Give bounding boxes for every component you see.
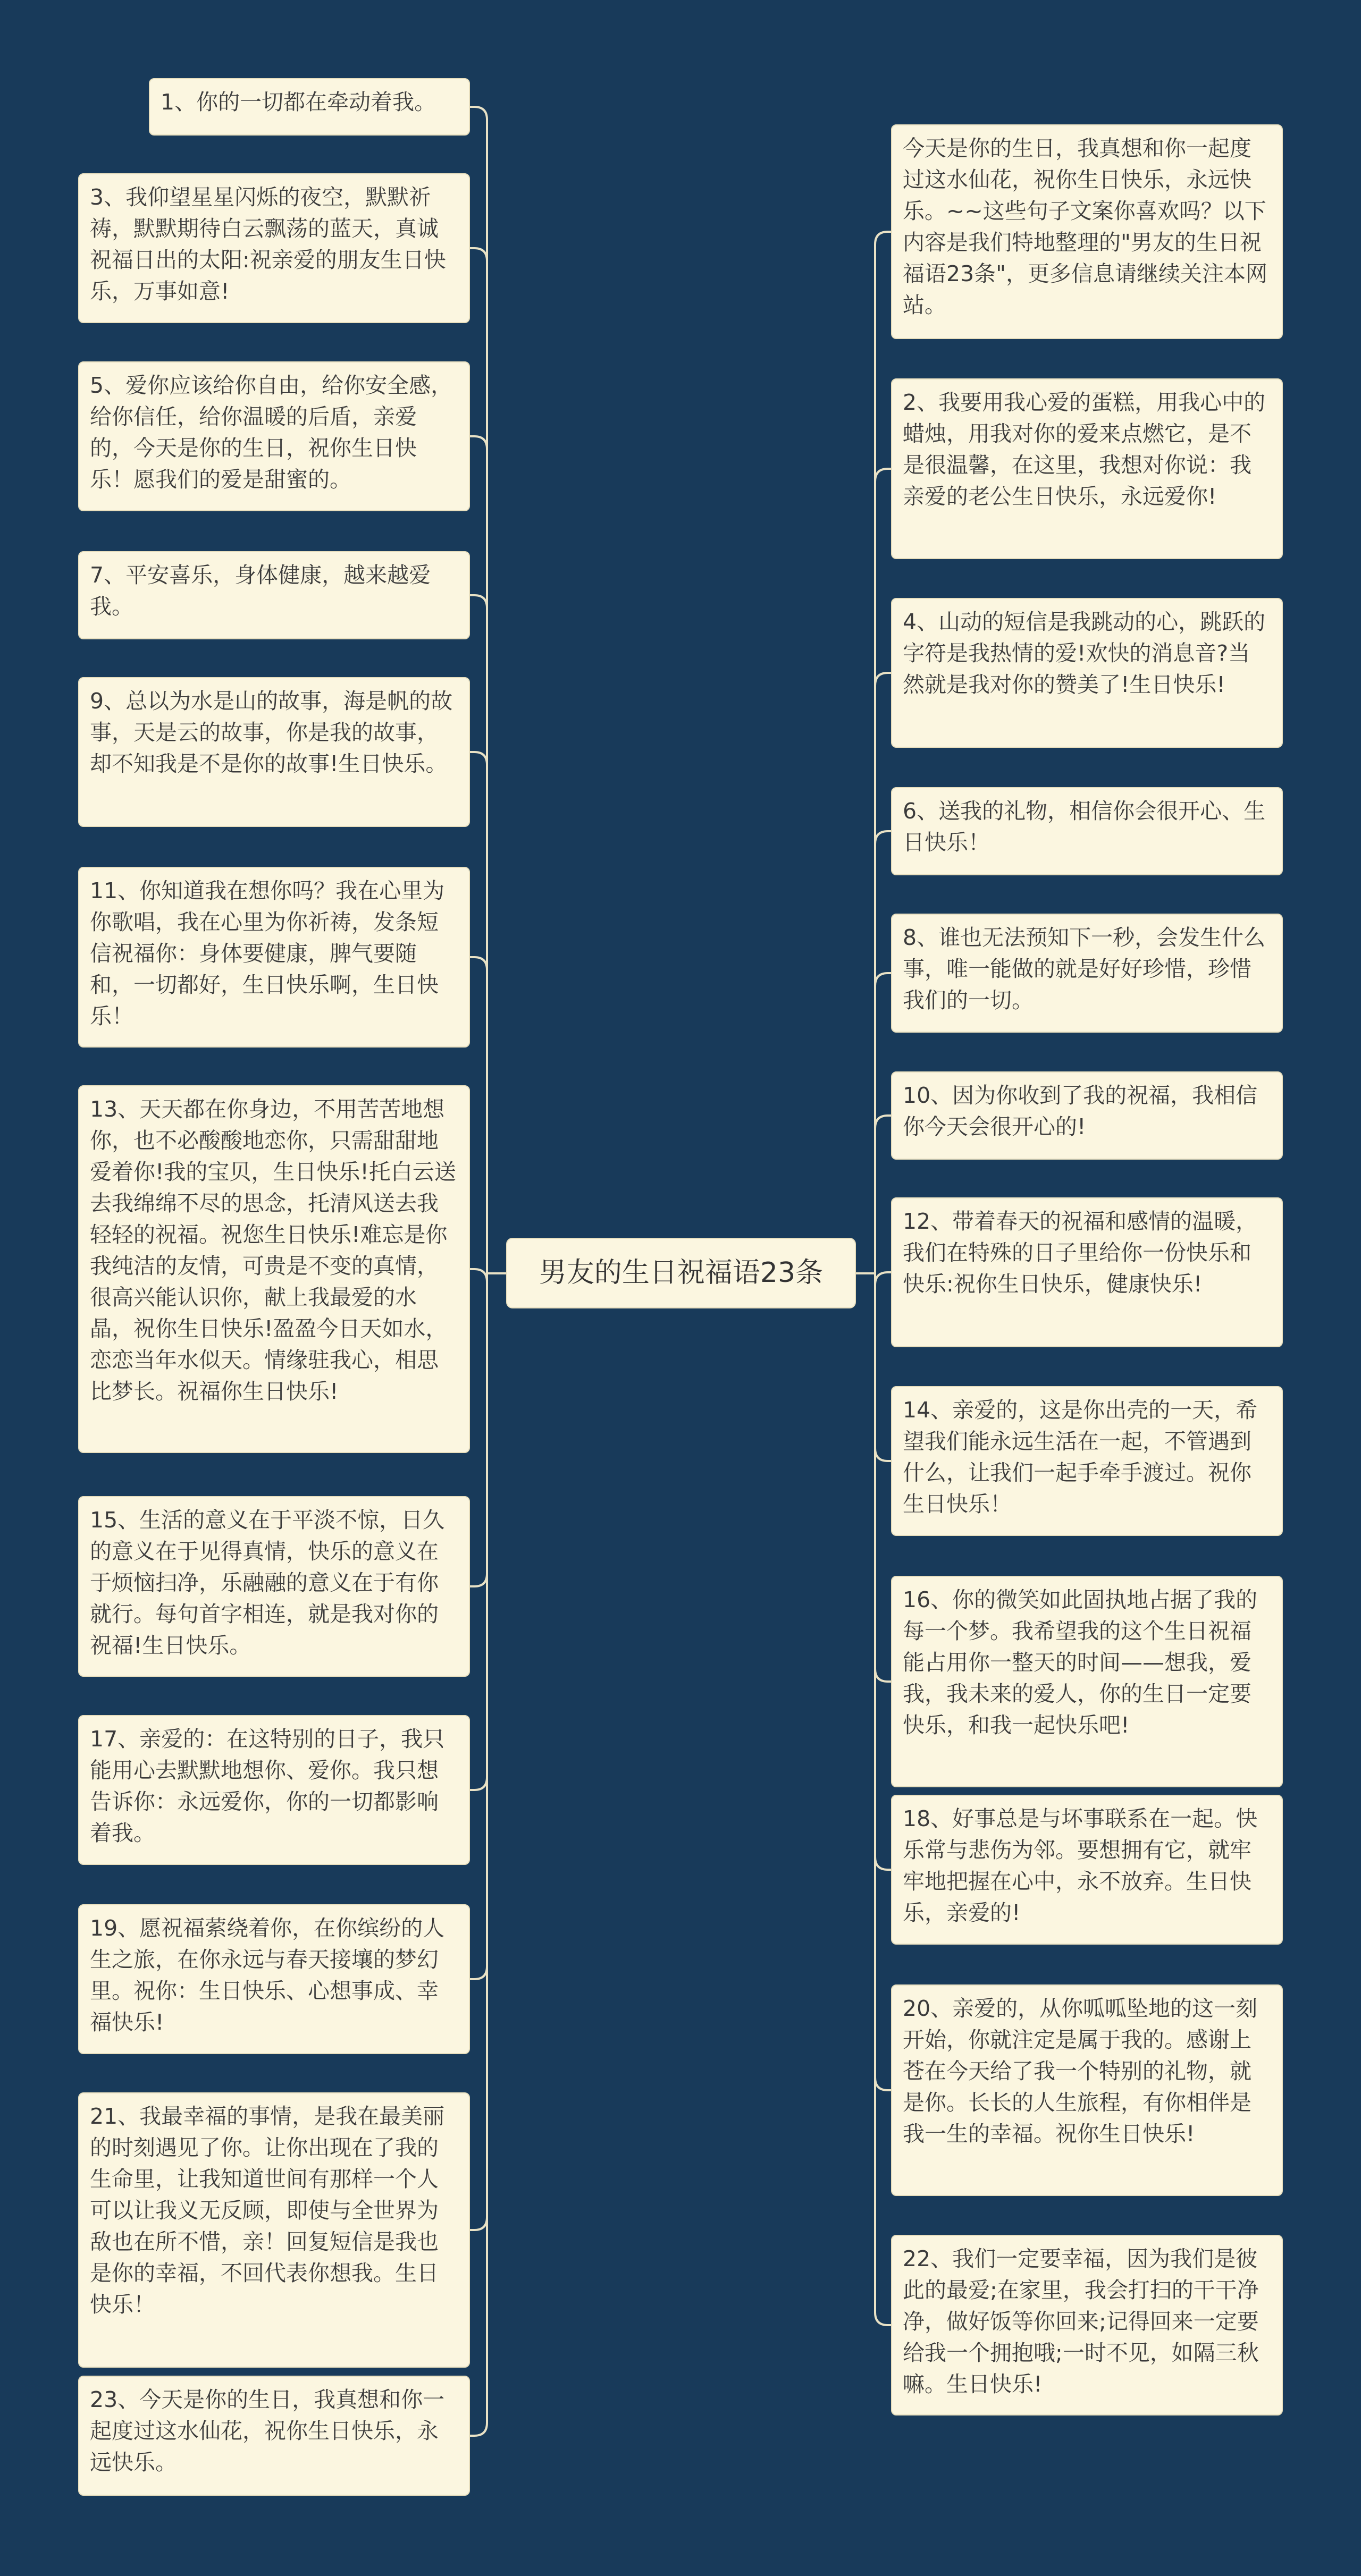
connector-line (875, 469, 891, 1273)
left-branch-node[interactable]: 23、今天是你的生日，我真想和你一起度过这水仙花，祝你生日快乐，永远快乐。 (78, 2376, 470, 2496)
connector-line (875, 673, 891, 1273)
left-branch-node[interactable]: 19、愿祝福萦绕着你，在你缤纷的人生之旅，在你永远与春天接壤的梦幻里。祝你：生日快乐、心想事成、幸福快乐! (78, 1904, 470, 2054)
left-branch-node[interactable]: 15、生活的意义在于平淡不惊，日久的意义在于见得真情，快乐的意义在于烦恼扫净，乐融融的意义在于有你就行。每句首字相连，就是我对你的祝福!生日快乐。 (78, 1496, 470, 1677)
connector-line (875, 1273, 891, 1461)
left-branch-node[interactable]: 11、你知道我在想你吗？我在心里为你歌唱，我在心里为你祈祷，发条短信祝福你：身体要健康，脾气要随和，一切都好，生日快乐啊，生日快乐！ (78, 867, 470, 1048)
connector-line (470, 1273, 487, 2436)
connector-line (875, 1273, 891, 1682)
connector-line (875, 1272, 891, 1285)
left-branch-node[interactable]: 7、平安喜乐，身体健康，越来越爱我。 (78, 551, 470, 639)
left-branch-node[interactable]: 3、我仰望星星闪烁的夜空，默默祈祷，默默期待白云飘荡的蓝天，真诚祝福日出的太阳:祝亲爱的朋友生日快乐，万事如意! (78, 173, 470, 323)
connector-line (875, 1273, 891, 1870)
central-topic[interactable]: 男友的生日祝福语23条 (506, 1238, 856, 1308)
right-branch-node[interactable]: 20、亲爱的，从你呱呱坠地的这一刻开始，你就注定是属于我的。感谢上苍在今天给了我一个特别的礼物，就是你。长长的人生旅程，有你相伴是我一生的幸福。祝你生日快乐! (891, 1984, 1283, 2196)
connector-line (470, 248, 487, 1273)
right-branch-node[interactable]: 10、因为你收到了我的祝福，我相信你今天会很开心的! (891, 1071, 1283, 1160)
connector-line (470, 436, 487, 1273)
connector-line (470, 107, 487, 1273)
right-branch-node[interactable]: 2、我要用我心爱的蛋糕，用我心中的蜡烛，用我对你的爱来点燃它，是不是很温馨，在这里，我想对你说：我亲爱的老公生日快乐，永远爱你! (891, 378, 1283, 559)
connector-line (875, 973, 891, 1273)
right-branch-node[interactable]: 18、好事总是与坏事联系在一起。快乐常与悲伤为邻。要想拥有它，就牢牢地把握在心中，永不放弃。生日快乐，亲爱的! (891, 1795, 1283, 1945)
right-branch-node[interactable]: 6、送我的礼物，相信你会很开心、生日快乐！ (891, 787, 1283, 875)
left-branch-node[interactable]: 13、天天都在你身边，不用苦苦地想你，也不必酸酸地恋你，只需甜甜地爱着你!我的宝贝，生日快乐!托白云送去我绵绵不尽的思念，托清风送去我轻轻的祝福。祝您生日快乐!难忘是你我纯洁的友情，可贵是不变的真情，很高兴能认识你，献上我最爱的水晶，祝你生日快乐!盈盈今日天如水，恋恋当年水似天。情缘驻我心，相思比梦长。祝福你生日快乐! (78, 1085, 470, 1453)
connector-line (875, 1273, 891, 2325)
connector-line (470, 595, 487, 1273)
right-branch-node[interactable]: 8、谁也无法预知下一秒，会发生什么事，唯一能做的就是好好珍惜，珍惜我们的一切。 (891, 914, 1283, 1033)
connector-line (470, 957, 487, 1273)
connector-line (470, 1273, 487, 1790)
left-branch-node[interactable]: 21、我最幸福的事情，是我在最美丽的时刻遇见了你。让你出现在了我的生命里，让我知道世间有那样一个人可以让我义无反顾，即使与全世界为敌也在所不惜，亲！回复短信是我也是你的幸福，不回代表你想我。生日快乐！ (78, 2092, 470, 2368)
left-branch-node[interactable]: 1、你的一切都在牵动着我。 (149, 78, 470, 136)
left-branch-node[interactable]: 17、亲爱的：在这特别的日子，我只能用心去默默地想你、爱你。我只想告诉你：永远爱你，你的一切都影响着我。 (78, 1715, 470, 1865)
left-branch-node[interactable]: 9、总以为水是山的故事，海是帆的故事，天是云的故事，你是我的故事，却不知我是不是你的故事!生日快乐。 (78, 677, 470, 827)
connector-line (470, 752, 487, 1273)
right-branch-node[interactable]: 今天是你的生日，我真想和你一起度过这水仙花，祝你生日快乐，永远快乐。~~这些句子文案你喜欢吗？以下内容是我们特地整理的"男友的生日祝福语23条"，更多信息请继续关注本网站。 (891, 124, 1283, 339)
right-branch-node[interactable]: 16、你的微笑如此固执地占据了我的每一个梦。我希望我的这个生日祝福能占用你一整天的时间——想我，爱我，我未来的爱人，你的生日一定要快乐，和我一起快乐吧! (891, 1576, 1283, 1787)
connector-line (875, 232, 891, 1273)
right-branch-node[interactable]: 12、带着春天的祝福和感情的温暖，我们在特殊的日子里给你一份快乐和快乐:祝你生日快乐，健康快乐! (891, 1197, 1283, 1347)
connector-line (470, 1273, 487, 1979)
right-branch-node[interactable]: 14、亲爱的，这是你出壳的一天，希望我们能永远生活在一起，不管遇到什么，让我们一起手牵手渡过。祝你生日快乐！ (891, 1386, 1283, 1536)
connector-line (470, 1273, 487, 1586)
connector-line (875, 1273, 891, 2090)
connector-line (875, 1116, 891, 1273)
right-branch-node[interactable]: 4、山动的短信是我跳动的心，跳跃的字符是我热情的爱!欢快的消息音?当然就是我对你的赞美了!生日快乐! (891, 598, 1283, 748)
left-branch-node[interactable]: 5、爱你应该给你自由，给你安全感，给你信任，给你温暖的后盾，亲爱的，今天是你的生日，祝你生日快乐！愿我们的爱是甜蜜的。 (78, 361, 470, 511)
connector-line (470, 1269, 487, 1282)
connector-line (470, 1273, 487, 2230)
right-branch-node[interactable]: 22、我们一定要幸福，因为我们是彼此的最爱;在家里，我会打扫的干干净净，做好饭等你回来;记得回来一定要给我一个拥抱哦;一时不见，如隔三秋嘛。生日快乐! (891, 2235, 1283, 2415)
connector-line (875, 831, 891, 1273)
